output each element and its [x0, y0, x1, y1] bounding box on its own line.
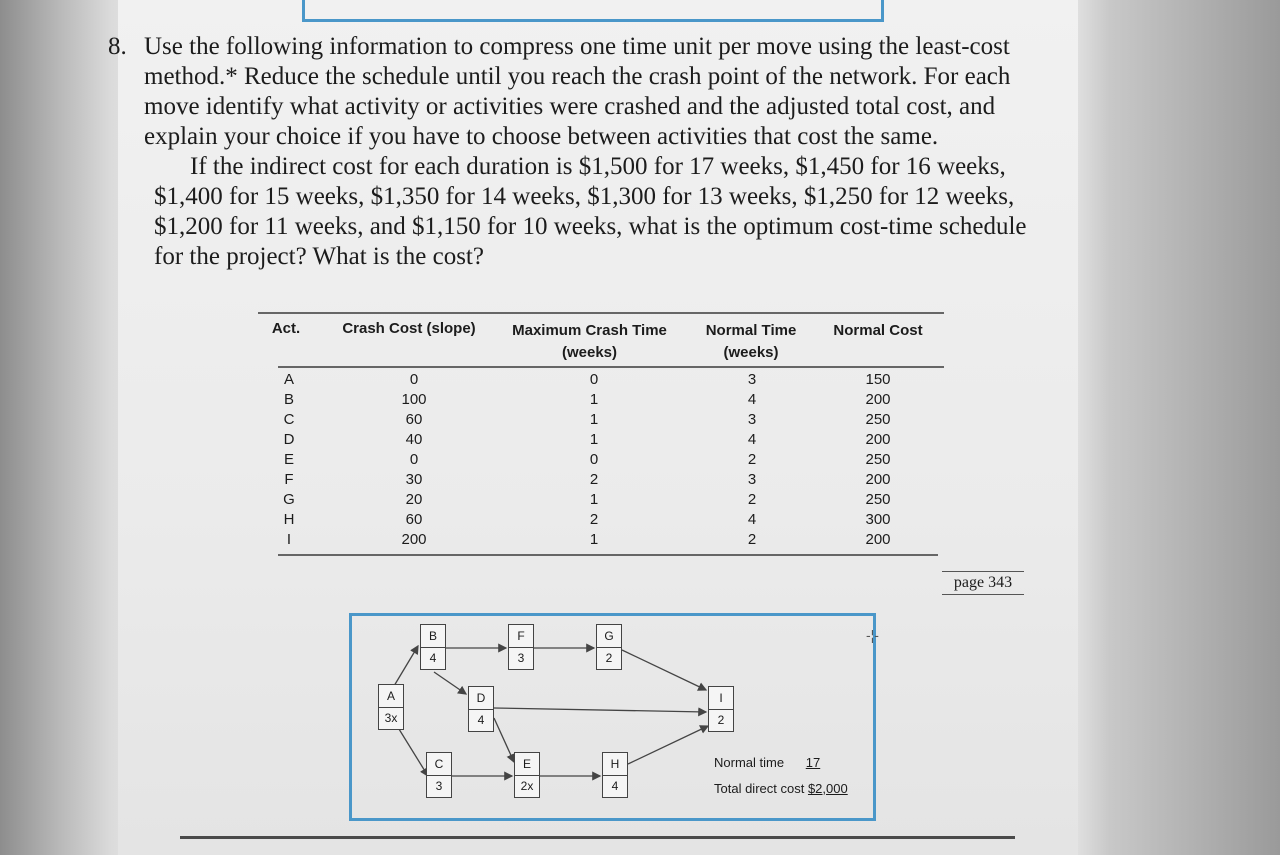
problem-statement	[108, 32, 1048, 297]
node-f	[508, 624, 534, 670]
cell: 1	[589, 531, 599, 548]
cell: 30	[405, 471, 423, 488]
crosshair-mark: -¦-	[866, 627, 879, 643]
node-a-label: A	[379, 685, 403, 708]
node-a	[378, 684, 404, 730]
cell: 1	[589, 431, 599, 448]
direct-cost-legend	[714, 781, 848, 796]
header-normal-time-line1: Normal Time	[705, 322, 797, 339]
cell: 200	[401, 531, 427, 548]
table-top-rule	[258, 312, 944, 314]
node-g-label: G	[597, 625, 621, 648]
cell: 300	[865, 511, 891, 528]
cell: G	[283, 491, 295, 508]
cell: 3	[747, 471, 757, 488]
normal-time-label: Normal time	[714, 755, 785, 770]
cell: 2	[589, 471, 599, 488]
cell: B	[283, 391, 294, 408]
problem-paragraph-1: Use the following information to compress one time unit per move using the least-cost method.* Reduce the schedule until you reach the crash point of the network. For each move identify what activity or activities were crashed and the adjusted total cost, and explain your choice if you have to choose between activities that cost the same.	[144, 33, 1011, 150]
cell: 2	[589, 511, 599, 528]
node-i	[708, 686, 734, 732]
node-a-duration: 3x	[384, 711, 398, 725]
normal-time-value: 17	[805, 755, 821, 770]
header-crash-cost: Crash Cost (slope)	[342, 320, 476, 337]
cell: 200	[865, 471, 891, 488]
table-header-rule	[278, 366, 944, 368]
node-b-label: B	[421, 625, 445, 648]
node-i-label: I	[709, 687, 733, 710]
cell: 60	[405, 411, 423, 428]
node-g	[596, 624, 622, 670]
node-e-label: E	[515, 753, 539, 776]
node-f-duration: 3	[517, 651, 525, 665]
cell: 0	[589, 371, 599, 388]
normal-time-legend	[714, 755, 820, 770]
header-normal-time-line2: (weeks)	[723, 344, 779, 361]
column-normal-time	[712, 370, 792, 550]
node-d-duration: 4	[477, 713, 485, 727]
node-c-duration: 3	[435, 779, 443, 793]
cell: 2	[747, 491, 757, 508]
cell: 60	[405, 511, 423, 528]
cell: 1	[589, 391, 599, 408]
cell: 2	[747, 531, 757, 548]
cell: 4	[747, 431, 757, 448]
arrow-b-d	[434, 672, 466, 694]
cell: A	[283, 371, 294, 388]
page-bottom-rule	[180, 836, 1015, 839]
cell: C	[283, 411, 295, 428]
node-b-duration: 4	[429, 651, 437, 665]
cell: 0	[409, 371, 419, 388]
column-crash-cost	[374, 370, 454, 550]
cell: 250	[865, 451, 891, 468]
cell: F	[284, 471, 294, 488]
cell: 150	[865, 371, 891, 388]
arrow-d-e	[494, 718, 514, 762]
cell: 100	[401, 391, 427, 408]
header-act: Act.	[271, 320, 301, 337]
node-b	[420, 624, 446, 670]
cell: 250	[865, 411, 891, 428]
cell: 4	[747, 391, 757, 408]
cell: H	[283, 511, 295, 528]
header-max-crash	[502, 320, 677, 364]
column-max-crash	[554, 370, 634, 550]
cell: 0	[409, 451, 419, 468]
header-max-crash-line1: Maximum Crash Time	[512, 322, 667, 339]
cell: 3	[747, 411, 757, 428]
header-normal-time	[696, 320, 806, 364]
cell: D	[283, 431, 295, 448]
node-d-label: D	[469, 687, 493, 710]
column-act	[272, 370, 306, 550]
node-c-label: C	[427, 753, 451, 776]
header-normal-cost: Normal Cost	[833, 322, 923, 339]
column-normal-cost	[840, 370, 916, 550]
network-diagram	[349, 613, 876, 821]
problem-paragraph-2: If the indirect cost for each duration is $1,500 for 17 weeks, $1,450 for 16 weeks, $1,400 for 15 weeks, $1,350 for 14 weeks, $1,300 for 13 weeks, $1,250 for 12 weeks, $1,200 for 11 weeks, and $1,150 for 10 weeks, what is the optimum cost-time schedule for the project? What is the cost?	[154, 153, 1027, 270]
cell: 200	[865, 391, 891, 408]
node-d	[468, 686, 494, 732]
node-f-label: F	[509, 625, 533, 648]
cell: I	[286, 531, 292, 548]
cell: 250	[865, 491, 891, 508]
node-g-duration: 2	[605, 651, 613, 665]
page-number: page 343	[942, 571, 1024, 595]
node-h-label: H	[603, 753, 627, 776]
cell: 4	[747, 511, 757, 528]
cell: 200	[865, 531, 891, 548]
cell: 0	[589, 451, 599, 468]
node-i-duration: 2	[717, 713, 725, 727]
cell: 40	[405, 431, 423, 448]
cell: 20	[405, 491, 423, 508]
cell: 200	[865, 431, 891, 448]
table-bottom-rule	[278, 554, 938, 556]
previous-figure-box	[302, 0, 884, 22]
cell: 3	[747, 371, 757, 388]
cell: 2	[747, 451, 757, 468]
arrow-h-i	[628, 726, 708, 764]
arrow-d-i	[494, 708, 706, 712]
arrow-a-b	[394, 646, 418, 686]
node-e	[514, 752, 540, 798]
cell: 1	[589, 411, 599, 428]
cell: E	[283, 451, 294, 468]
arrow-g-i	[622, 650, 706, 690]
node-h-duration: 4	[611, 779, 619, 793]
cell: 1	[589, 491, 599, 508]
direct-cost-label: Total direct cost	[714, 781, 805, 796]
direct-cost-value: $2,000	[807, 781, 848, 796]
node-e-duration: 2x	[520, 779, 534, 793]
header-max-crash-line2: (weeks)	[561, 344, 618, 361]
node-c	[426, 752, 452, 798]
node-h	[602, 752, 628, 798]
problem-number: 8.	[108, 33, 127, 60]
